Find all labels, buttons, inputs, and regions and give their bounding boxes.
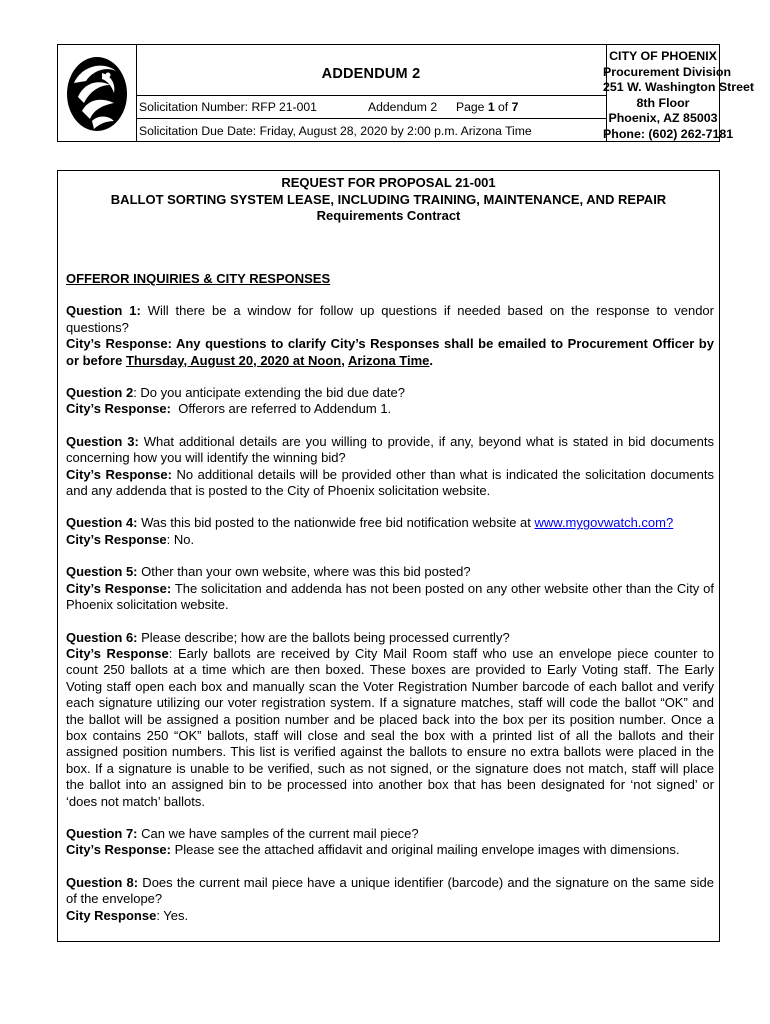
rfp-number: REQUEST FOR PROPOSAL 21-001 bbox=[281, 175, 496, 190]
qa-item-5: Question 5: Other than your own website, where was this bid posted? City’s Response: The solicitation and addenda has not been posted on any other website other than the City of Phoenix solicitation website. bbox=[66, 564, 714, 613]
city-state-zip: Phoenix, AZ 85003 bbox=[608, 111, 718, 126]
header-table bbox=[57, 44, 755, 142]
phone: Phone: (602) 262-7181 bbox=[603, 126, 734, 141]
due-date: Solicitation Due Date: Friday, August 28, 2020 by 2:00 p.m. Arizona Time bbox=[139, 124, 532, 138]
qa-item-8: Question 8: Does the current mail piece have a unique identifier (barcode) and the signature on the same side of the envelope? City Response: Yes. bbox=[66, 874, 714, 923]
section-title: OFFEROR INQUIRIES & CITY RESPONSES bbox=[66, 271, 331, 286]
qa-item-7: Question 7: Can we have samples of the current mail piece? City’s Response: Please see the attached affidavit and original mailing envelope images with dimensions. bbox=[66, 825, 680, 858]
qa-item-4: Question 4: Was this bid posted to the nationwide free bid notification website at www.mygovwatch.com? City’s Response: No. bbox=[66, 515, 674, 547]
phoenix-bird-icon bbox=[64, 53, 130, 135]
qa-item-1: Question 1: Will there be a window for follow up questions if needed based on the response to vendor questions? City’s Response: Any questions to clarify City’s Responses shall be emailed to Procurement Officer by or before Thursday, August 20, 2020 at Noon, Arizona Time. bbox=[66, 303, 714, 368]
header-middle bbox=[136, 45, 606, 141]
city-logo bbox=[58, 45, 137, 141]
city-name: CITY OF PHOENIX bbox=[609, 49, 717, 63]
qa-content bbox=[66, 271, 714, 940]
floor: 8th Floor bbox=[636, 95, 690, 110]
rfp-title: BALLOT SORTING SYSTEM LEASE, INCLUDING TRAINING, MAINTENANCE, AND REPAIR bbox=[110, 191, 667, 207]
division-name: Procurement Division bbox=[603, 64, 732, 79]
content-box bbox=[57, 170, 720, 942]
rfp-contract-type: Requirements Contract bbox=[316, 208, 461, 223]
solicitation-row bbox=[136, 95, 606, 118]
street-address: 251 W. Washington Street bbox=[603, 80, 755, 95]
rfp-heading bbox=[58, 175, 719, 225]
solicitation-number: Solicitation Number: RFP 21-001 bbox=[139, 100, 317, 114]
addendum-label: Addendum 2 bbox=[368, 100, 438, 114]
mygovwatch-link[interactable]: www.mygovwatch.com? bbox=[534, 515, 674, 531]
addendum-title: ADDENDUM 2 bbox=[321, 66, 421, 82]
due-date-row bbox=[136, 118, 606, 142]
city-address-block bbox=[603, 45, 755, 141]
qa-item-6: Question 6: Please describe; how are the ballots being processed currently? City’s Response: Early ballots are received by City Mail Room staff who use an envelope piece counter to count 250 ballots at a time which are then boxed. These boxes are provided to Early Voting staff. The Early Voting staff open each box and manually scan the Voter Registration Number barcode of each ballot and verify each signature utilizing our voter registration system. If a signature matches, staff will code the ballot “OK” and the ballot will be assigned a position number and be placed back into the box per its position number. Once a box contains 250 “OK” ballots, staff will close and seal the box with a printed list of all the ballots and their assigned position numbers. This list is verified against the ballots to ensure no extra ballots were placed in the box. If a signature is unable to be verified, such as not signed, or the signature does not match, staff will place the ballot into an assigned bin to be processed into another box that has been designated for ‘not signed’ or ‘does not match’ ballots. bbox=[66, 629, 714, 809]
qa-item-2: Question 2: Do you anticipate extending the bid due date? City’s Response: Offerors are referred to Addendum 1. bbox=[66, 385, 405, 417]
qa-item-3: Question 3: What additional details are you willing to provide, if any, beyond what is stated in bid documents concerning how you will identify the winning bid? City’s Response: No additional details will be provided other than what is indicated the solicitation documents and any addenda that is posted to the City of Phoenix solicitation website. bbox=[66, 433, 714, 499]
page-indicator: Page 1 of 7 bbox=[456, 100, 519, 114]
